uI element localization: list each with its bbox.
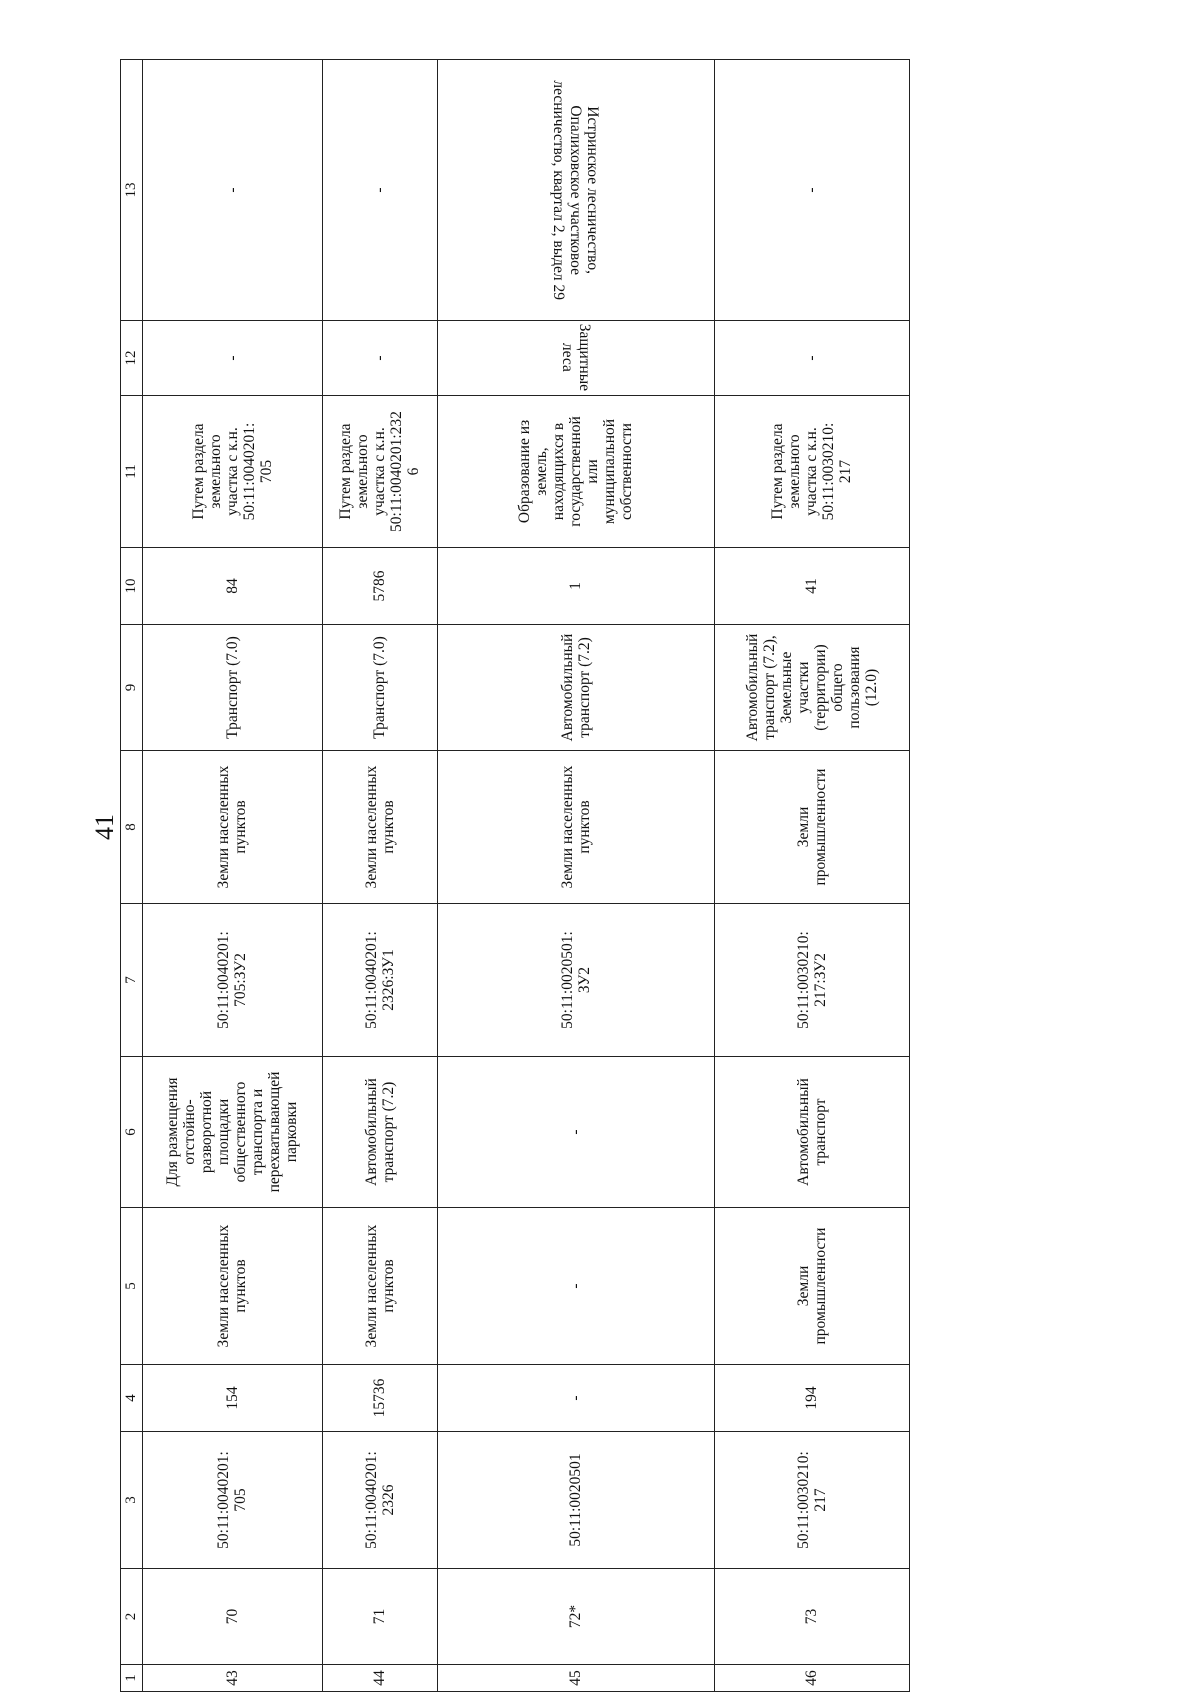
column-number: 3	[121, 1432, 143, 1569]
column-number: 12	[121, 321, 143, 396]
source-area: -	[438, 1365, 714, 1432]
plot-number: 70	[143, 1569, 323, 1665]
source-land-category: Земли населенных пунктов	[143, 1208, 323, 1365]
column-number: 6	[121, 1057, 143, 1208]
source-land-category: Земли промышленности	[714, 1208, 909, 1365]
new-permitted-use: Транспорт (7.0)	[143, 625, 323, 751]
column-number: 13	[121, 60, 143, 321]
source-permitted-use: Автомобильный транспорт	[714, 1057, 909, 1208]
forestry-location-text: Истринское лесничество, Опалиховское участковое лесничество, квартал 2, выдел 29	[550, 80, 602, 300]
column-number-row	[121, 60, 143, 1692]
forest-category: -	[322, 321, 438, 396]
row-index: 43	[143, 1665, 323, 1692]
column-number: 5	[121, 1208, 143, 1365]
new-area: 1	[438, 548, 714, 625]
forestry-location: -	[143, 60, 323, 321]
plot-number: 71	[322, 1569, 438, 1665]
source-cadastral-number: 50:11:0020501	[438, 1432, 714, 1569]
column-number: 7	[121, 904, 143, 1057]
row-index: 46	[714, 1665, 909, 1692]
new-plot-designation: 50:11:0040201: 705:ЗУ2	[143, 904, 323, 1057]
forest-category	[438, 321, 714, 396]
source-land-category: -	[438, 1208, 714, 1365]
column-number: 11	[121, 396, 143, 548]
row-index: 44	[322, 1665, 438, 1692]
forestry-location: -	[322, 60, 438, 321]
new-area: 5786	[322, 548, 438, 625]
source-cadastral-number: 50:11:0040201: 2326	[322, 1432, 438, 1569]
plot-number: 72*	[438, 1569, 714, 1665]
new-area: 84	[143, 548, 323, 625]
table-row	[143, 60, 323, 1692]
source-cadastral-number: 50:11:0030210: 217	[714, 1432, 909, 1569]
column-number: 9	[121, 625, 143, 751]
source-permitted-use: -	[438, 1057, 714, 1208]
forestry-location: -	[714, 60, 909, 321]
source-cadastral-number: 50:11:0040201: 705	[143, 1432, 323, 1569]
table-row	[322, 60, 438, 1692]
new-permitted-use: Автомобильный транспорт (7.2)	[438, 625, 714, 751]
new-permitted-use: Автомобильный транспорт (7.2), Земельные участки (территории) общего пользования (12.0)	[714, 625, 909, 751]
new-land-category: Земли промышленности	[714, 751, 909, 904]
column-number: 1	[121, 1665, 143, 1692]
new-plot-designation: 50:11:0040201: 2326:ЗУ1	[322, 904, 438, 1057]
land-plots-table	[120, 59, 910, 1692]
forest-category: -	[714, 321, 909, 396]
formation-method: Путем раздела земельного участка с к.н. 50:11:0040201: 705	[143, 396, 323, 548]
source-permitted-use: Автомобильный транспорт (7.2)	[322, 1057, 438, 1208]
column-number: 2	[121, 1569, 143, 1665]
source-area: 194	[714, 1365, 909, 1432]
new-plot-designation: 50:11:0030210: 217:ЗУ2	[714, 904, 909, 1057]
source-area: 154	[143, 1365, 323, 1432]
formation-method: Образование из земель, находящихся в государственной или муниципальной собственности	[438, 396, 714, 548]
source-area: 15736	[322, 1365, 438, 1432]
new-permitted-use: Транспорт (7.0)	[322, 625, 438, 751]
forestry-location	[438, 60, 714, 321]
new-land-category: Земли населенных пунктов	[322, 751, 438, 904]
column-number: 8	[121, 751, 143, 904]
forest-category-text: Защитные леса	[558, 323, 593, 391]
new-area: 41	[714, 548, 909, 625]
source-land-category: Земли населенных пунктов	[322, 1208, 438, 1365]
table-row	[714, 60, 909, 1692]
new-plot-designation: 50:11:0020501: ЗУ2	[438, 904, 714, 1057]
new-land-category: Земли населенных пунктов	[438, 751, 714, 904]
formation-method: Путем раздела земельного участка с к.н. 50:11:0030210: 217	[714, 396, 909, 548]
row-index: 45	[438, 1665, 714, 1692]
page-number: 41	[90, 814, 119, 840]
column-number: 4	[121, 1365, 143, 1432]
formation-method: Путем раздела земельного участка с к.н. 50:11:0040201:232 6	[322, 396, 438, 548]
new-land-category: Земли населенных пунктов	[143, 751, 323, 904]
forest-category: -	[143, 321, 323, 396]
table-wrapper	[120, 60, 910, 1692]
plot-number: 73	[714, 1569, 909, 1665]
column-number: 10	[121, 548, 143, 625]
table-row	[438, 60, 714, 1692]
source-permitted-use: Для размещения отстойно- разворотной площадки общественного транспорта и перехватывающей парковки	[143, 1057, 323, 1208]
